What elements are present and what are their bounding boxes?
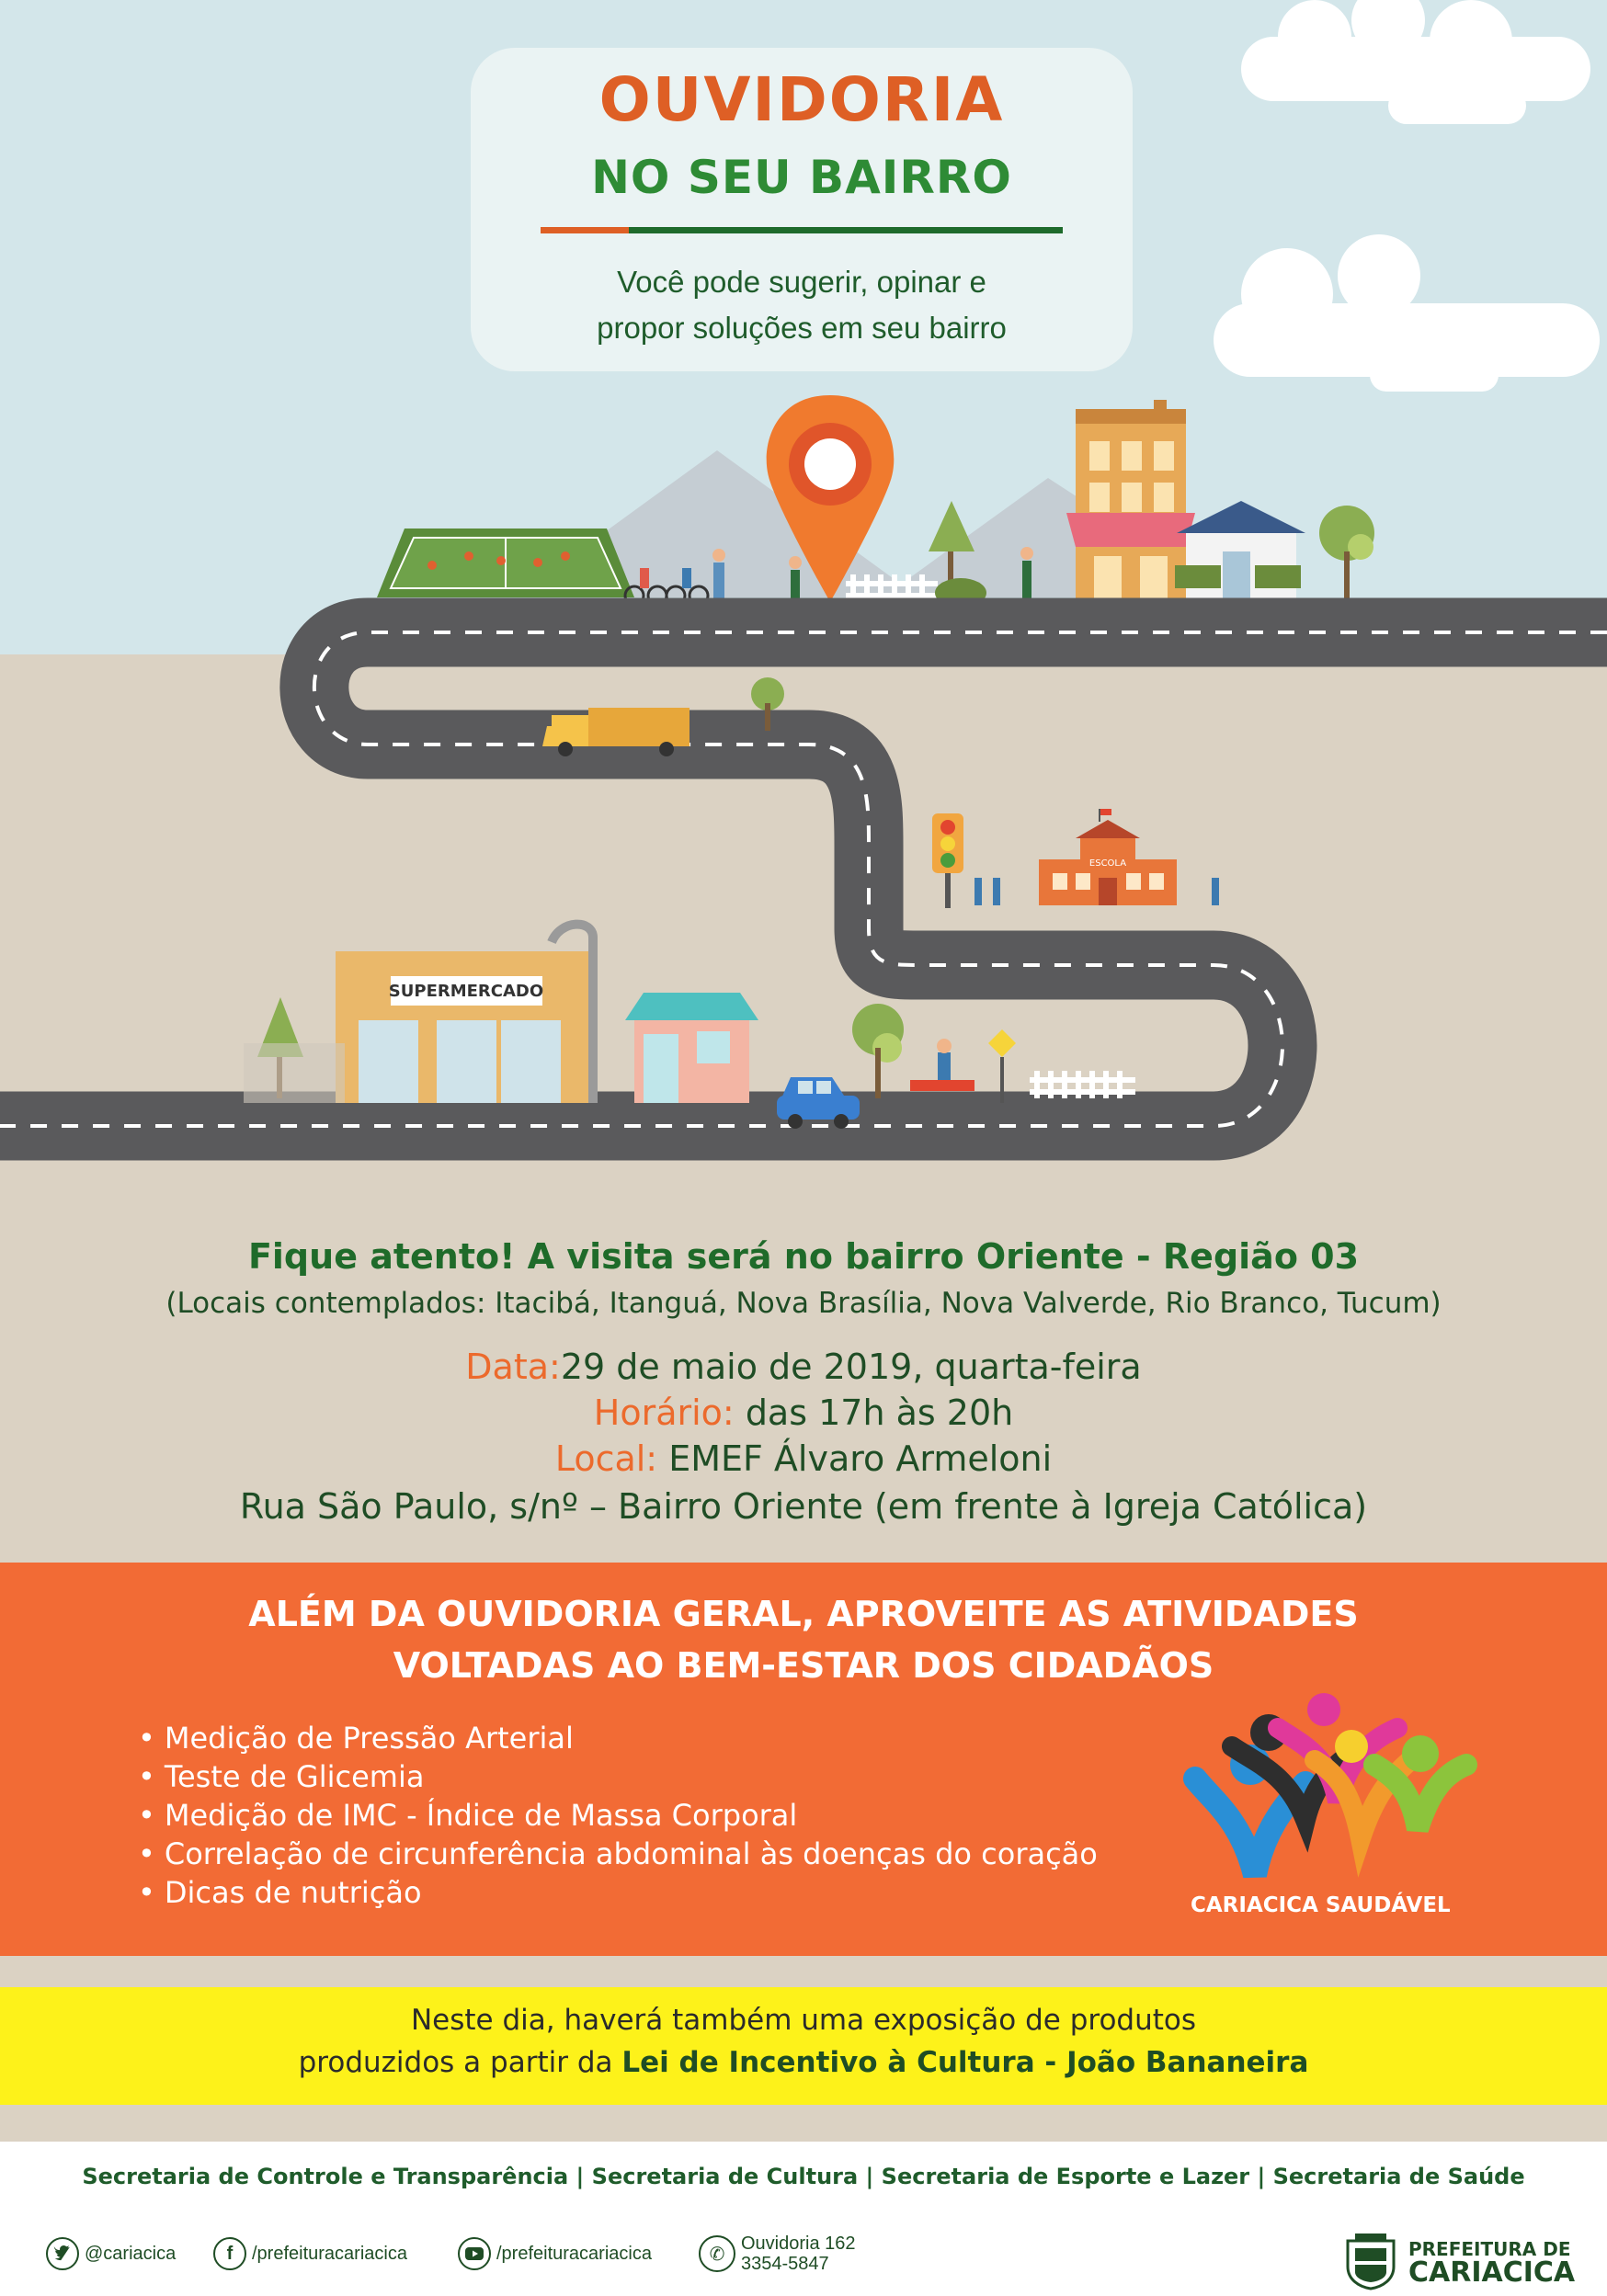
- youtube-handle: /prefeituracariacica: [496, 2243, 652, 2264]
- activities-list: [138, 1719, 1098, 1912]
- event-headline: Fique atento! A visita será no bairro Oriente - Região 03: [247, 1236, 1360, 1277]
- notice-law: Lei de Incentivo à Cultura - João Bananeira: [621, 2046, 1309, 2079]
- phone-label: Ouvidoria 162: [741, 2233, 856, 2254]
- phone-contact[interactable]: [699, 2233, 856, 2274]
- phone-number: 3354-5847: [741, 2254, 829, 2274]
- twitter-icon: [46, 2237, 79, 2270]
- activities-heading: [0, 1588, 1607, 1691]
- prefeitura-logo: [1342, 2232, 1575, 2290]
- activities-heading-line-1: ALÉM DA OUVIDORIA GERAL, APROVEITE AS ATIVIDADES: [248, 1594, 1359, 1634]
- facebook-link[interactable]: [213, 2233, 407, 2274]
- title-divider: [541, 227, 1063, 233]
- event-time: [0, 1392, 1607, 1433]
- title-no-seu-bairro: NO SEU BAIRRO: [591, 151, 1012, 204]
- time-label: Horário:: [593, 1392, 735, 1433]
- facebook-handle: /prefeituracariacica: [252, 2243, 407, 2264]
- event-address: Rua São Paulo, s/nº – Bairro Oriente (em frente à Igreja Católica): [239, 1486, 1368, 1527]
- list-item: • Teste de Glicemia: [138, 1757, 1098, 1796]
- list-item: • Correlação de circunferência abdominal às doenças do coração: [138, 1835, 1098, 1873]
- notice-line-1: Neste dia, haverá também uma exposição de produtos: [410, 2004, 1197, 2037]
- time-value: das 17h às 20h: [734, 1392, 1014, 1433]
- phone-icon: ✆: [699, 2235, 735, 2272]
- footer: [0, 2142, 1607, 2296]
- date-value: 29 de maio de 2019, quarta-feira: [560, 1347, 1142, 1387]
- tagline-line-2: propor soluções em seu bairro: [597, 311, 1007, 345]
- youtube-icon: [458, 2237, 491, 2270]
- title-ouvidoria: OUVIDORIA: [598, 64, 1005, 135]
- twitter-link[interactable]: [46, 2233, 176, 2274]
- event-place: [0, 1438, 1607, 1479]
- place-value: EMEF Álvaro Armeloni: [657, 1438, 1053, 1479]
- twitter-handle: @cariacica: [85, 2243, 177, 2264]
- list-item: • Medição de Pressão Arterial: [138, 1719, 1098, 1757]
- event-date: [0, 1347, 1607, 1387]
- school-sign: ESCOLA: [1088, 858, 1127, 869]
- list-item: • Dicas de nutrição: [138, 1873, 1098, 1912]
- bench: [910, 1080, 974, 1091]
- small-house: [625, 993, 758, 1103]
- cariacica-label: CARIACICA: [1408, 2256, 1576, 2289]
- logo-text: CARIACICA SAUDÁVEL: [1191, 1893, 1451, 1917]
- facebook-icon: f: [213, 2237, 246, 2270]
- tagline-line-1: Você pode sugerir, opinar e: [617, 265, 986, 299]
- title-card: [471, 48, 1133, 371]
- prefeitura-label: PREFEITURA DE: [1408, 2238, 1571, 2260]
- coat-of-arms-icon: [1342, 2232, 1399, 2290]
- people-figures-icon: [1195, 1693, 1466, 1875]
- notice-prefix: produzidos a partir da: [298, 2046, 622, 2079]
- place-label: Local:: [554, 1438, 658, 1479]
- cariacica-saudavel-logo: [1177, 1691, 1480, 1884]
- soccer-field: [377, 529, 634, 597]
- youtube-link[interactable]: [458, 2233, 652, 2274]
- activities-section: [0, 1563, 1607, 1956]
- event-locations: (Locais contemplados: Itacibá, Itanguá, Nova Brasília, Nova Valverde, Rio Branco, Tucum): [165, 1287, 1442, 1320]
- supermarket-sign: SUPERMERCADO: [388, 982, 544, 1001]
- list-item: • Medição de IMC - Índice de Massa Corporal: [138, 1796, 1098, 1835]
- activities-heading-line-2: VOLTADAS AO BEM-ESTAR DOS CIDADÃOS: [393, 1645, 1214, 1686]
- date-label: Data:: [465, 1347, 561, 1387]
- secretariats: Secretaria de Controle e Transparência | Secretaria de Cultura | Secretaria de Esporte e Lazer | Secretaria de Saúde: [82, 2164, 1525, 2189]
- notice-line-2: [0, 2046, 1607, 2079]
- tagline: [471, 259, 1133, 351]
- notice-banner: [0, 1987, 1607, 2105]
